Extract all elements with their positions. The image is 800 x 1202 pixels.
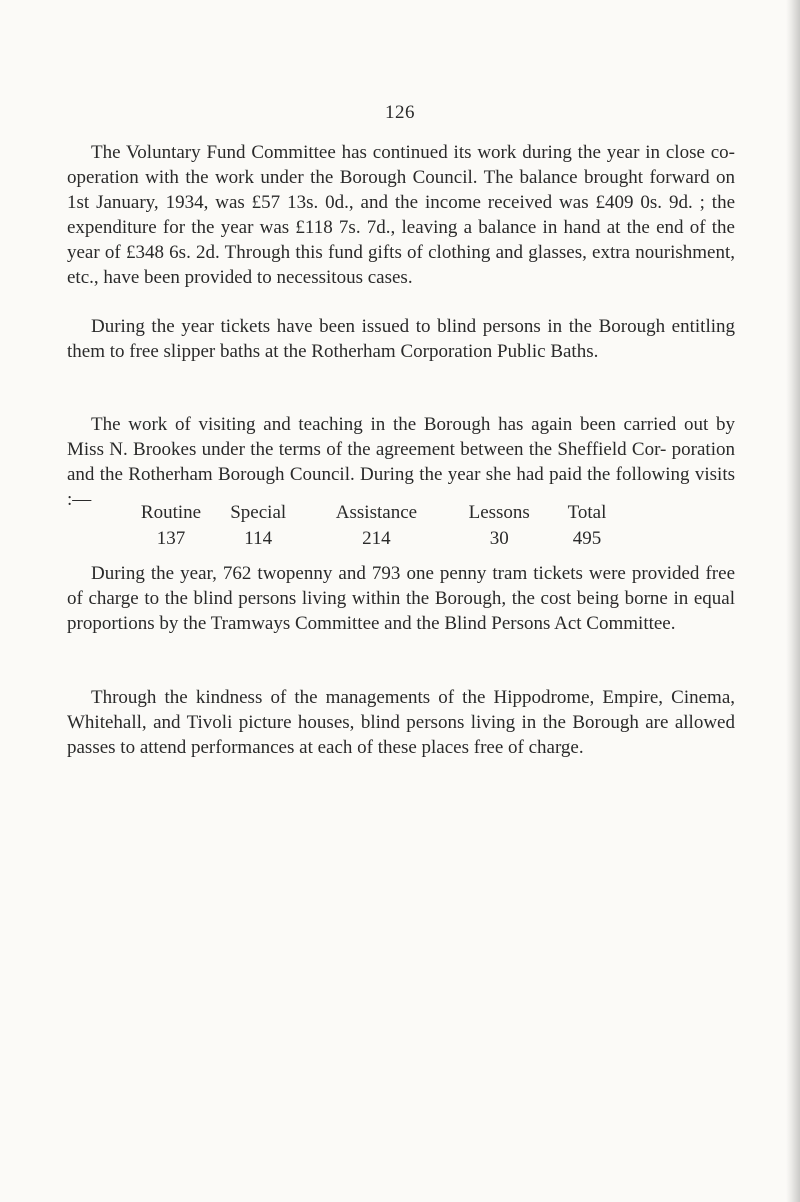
header-routine: Routine [140, 502, 202, 523]
visits-table [132, 500, 622, 552]
paragraph-voluntary-fund: The Voluntary Fund Committee has continued its work during the year in close co-operation with the work under the Borough Council. The balance brought forward on 1st January, 1934, was £57 13s. 0d., and the income received was £409 0s. 9d. ; the expenditure for the year was £118 7s. 7d., leaving a balance in hand at the end of the year of £348 6s. 2d. Through this fund gifts of clothing and glasses, extra nourishment, etc., have been provided to necessitous cases. [67, 142, 735, 288]
value-total: 495 [572, 528, 602, 549]
paragraph-picture-houses: Through the kindness of the managements of the Hippodrome, Empire, Cinema, Whitehall, and Tivoli picture houses, blind persons living in the Borough are allowed passes to attend performances at each of these places free of charge. [67, 687, 735, 758]
value-special: 114 [244, 528, 273, 549]
value-routine: 137 [156, 528, 186, 549]
value-assistance: 214 [362, 528, 391, 549]
value-lessons: 30 [489, 528, 509, 549]
header-total: Total [567, 502, 607, 523]
header-lessons: Lessons [468, 502, 530, 523]
visits-table-row [132, 526, 622, 552]
paragraph-slipper-baths: During the year tickets have been issued to blind persons in the Borough entitling them to free slipper baths at the Rotherham Corporation Public Baths. [67, 316, 735, 362]
page-edge-shadow [786, 0, 800, 1202]
visits-table-header-row [132, 500, 622, 526]
paragraph-tram-tickets: During the year, 762 twopenny and 793 one penny tram tickets were provided free of charge to the blind persons living within the Borough, the cost being borne in equal proportions by the Tramways Committee and the Blind Persons Act Committee. [67, 563, 735, 634]
header-special: Special [230, 502, 287, 523]
header-assistance: Assistance [335, 502, 418, 523]
page-number: 126 [385, 102, 415, 123]
paragraph-visiting-teaching: The work of visiting and teaching in the Borough has again been carried out by Miss N. Brookes under the terms of the agreement between the Sheffield Cor- poration and the Rotherham Borough Council. During the year she had paid the following visits :— [67, 414, 735, 510]
